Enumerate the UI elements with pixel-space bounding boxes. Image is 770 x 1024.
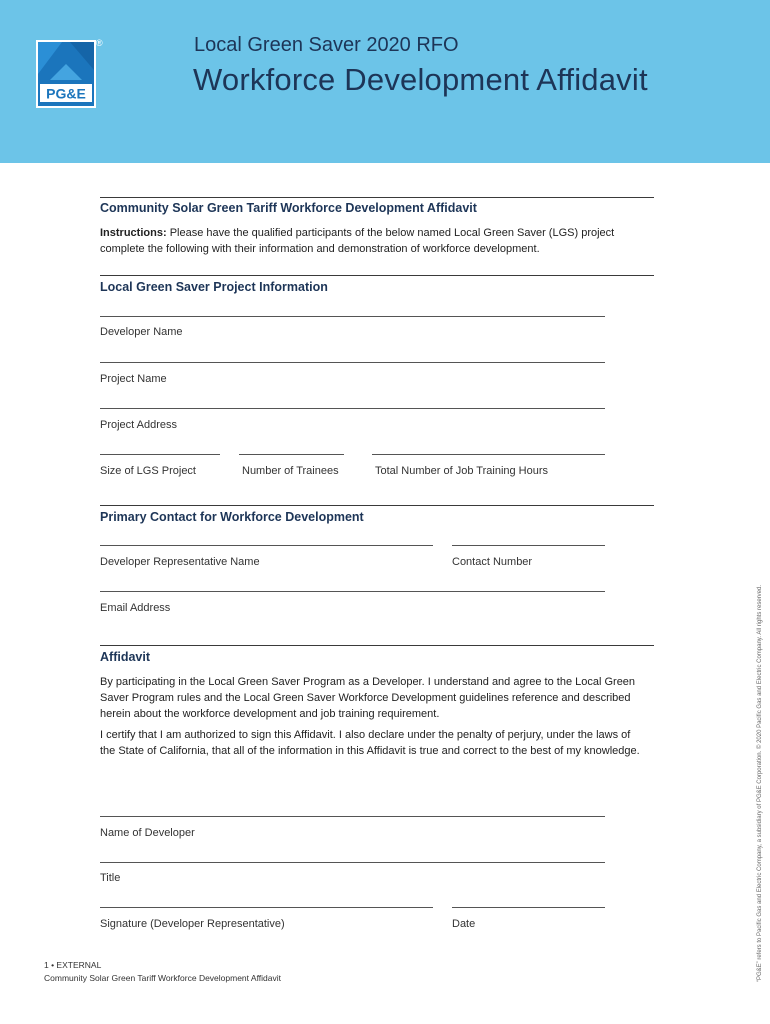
developer-name-signature-field[interactable] <box>100 816 605 817</box>
instructions-text: Please have the qualified participants of the below named Local Green Saver (LGS) project complete the following with their information and demonstration of workforce development. <box>100 227 615 255</box>
size-field[interactable] <box>100 454 220 455</box>
hours-field[interactable] <box>372 454 605 455</box>
contact-number-field[interactable] <box>452 545 605 546</box>
project-address-field[interactable] <box>100 408 605 409</box>
pge-logo <box>36 40 96 108</box>
trainees-field[interactable] <box>239 454 344 455</box>
name-of-developer-label: Name of Developer <box>100 827 195 839</box>
developer-name-field[interactable] <box>100 316 605 317</box>
hours-label: Total Number of Job Training Hours <box>375 465 549 477</box>
affidavit-paragraph-2: I certify that I am authorized to sign this Affidavit. I also declare under the penalty of perjury, under the laws of the State of California, that all of the information in this Affidavit is true and correct to the best of my knowledge. <box>100 729 640 757</box>
copyright-note: “PG&E” refers to Pacific Gas and Electric Company, a subsidiary of PG&E Corporation. © 2020 Pacific Gas and Electric Company. All rights reserved. <box>757 584 763 982</box>
size-label: Size of LGS Project <box>100 465 196 477</box>
affidavit-heading: Affidavit <box>100 650 150 664</box>
contact-number-label: Contact Number <box>452 556 533 568</box>
title-field[interactable] <box>100 862 605 863</box>
page-title: Workforce Development Affidavit <box>193 62 648 97</box>
rep-name-label: Developer Representative Name <box>100 556 260 568</box>
footer <box>44 959 281 985</box>
affidavit-paragraph-1: By participating in the Local Green Saver Program as a Developer. I understand and agree to the Local Green Saver Program rules and the Local Green Saver Workforce Development guidelines reference and described herein about the workforce development and job training requirement. <box>100 676 636 720</box>
intro-heading: Community Solar Green Tariff Workforce Development Affidavit <box>100 201 477 215</box>
project-info-heading: Local Green Saver Project Information <box>100 280 328 294</box>
contact-heading: Primary Contact for Workforce Development <box>100 510 364 524</box>
date-label: Date <box>452 918 476 930</box>
signature-field[interactable] <box>100 907 433 908</box>
section-divider <box>100 645 654 646</box>
header-band <box>0 0 770 163</box>
email-field[interactable] <box>100 591 605 592</box>
program-subtitle: Local Green Saver 2020 RFO <box>194 34 459 56</box>
project-name-label: Project Name <box>100 373 167 385</box>
section-divider <box>100 275 654 276</box>
trainees-label: Number of Trainees <box>242 465 339 477</box>
instructions-label: Instructions: <box>100 227 167 239</box>
email-label: Email Address <box>100 602 171 614</box>
logo-text: PG&E <box>46 85 86 102</box>
project-name-field[interactable] <box>100 362 605 363</box>
date-field[interactable] <box>452 907 605 908</box>
title-label: Title <box>100 872 121 884</box>
rep-name-field[interactable] <box>100 545 433 546</box>
page-number: 1 • EXTERNAL <box>44 960 102 970</box>
signature-label: Signature (Developer Representative) <box>100 918 285 930</box>
footer-doc-name: Community Solar Green Tariff Workforce Development Affidavit <box>44 973 281 983</box>
developer-name-label: Developer Name <box>100 326 183 338</box>
section-divider <box>100 505 654 506</box>
registered-mark: ® <box>96 38 103 48</box>
instructions <box>100 225 640 257</box>
project-address-label: Project Address <box>100 419 178 431</box>
section-divider <box>100 197 654 198</box>
